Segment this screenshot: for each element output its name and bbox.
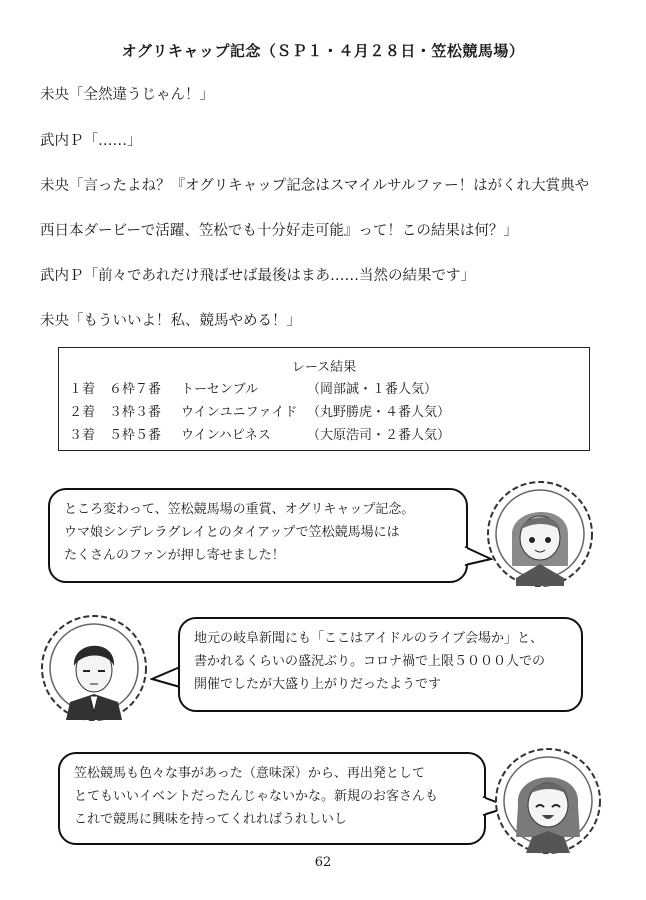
race-results-title: レース結果: [291, 360, 357, 375]
page-title: オグリキャップ記念（ＳＰ１・４月２８日・笠松競馬場）: [121, 42, 525, 60]
dialogue-line: 西日本ダービーで活躍、笠松でも十分好走可能』って！この結果は何？」: [40, 223, 518, 239]
speech-bubble: [58, 752, 486, 845]
result-post: ３枠３番: [109, 405, 162, 420]
dialogue-line: 武内Ｐ「……」: [40, 133, 142, 149]
producer-character-avatar: [38, 612, 150, 724]
result-post: ６枠７番: [109, 382, 162, 397]
bubble-line: たくさんのファンが押し寄せました！: [64, 548, 285, 563]
result-rank: ３着: [69, 428, 96, 443]
dialogue-line: 未央「言ったよね？『オグリキャップ記念はスマイルサルファー！はがくれ大賞典や: [40, 178, 590, 194]
bubble-line: ところ変わって、笠松競馬場の重賞、オグリキャップ記念。: [64, 502, 415, 517]
result-post: ５枠５番: [109, 428, 162, 443]
result-info: （岡部誠・１番人気）: [307, 382, 438, 397]
speech-bubble: [178, 617, 583, 712]
dialogue-line: 未央「全然違うじゃん！」: [40, 87, 214, 103]
speech-bubble: [48, 488, 468, 583]
smiling-girl-character-avatar: [492, 745, 604, 857]
result-rank: ２着: [69, 405, 96, 420]
result-info: （大原浩司・２番人気）: [307, 428, 451, 443]
page-number: 62: [314, 855, 332, 870]
bubble-line: 笠松競馬も色々な事があった（意味深）から、再出発として: [74, 766, 425, 781]
bubble-line: 地元の岐阜新聞にも「ここはアイドルのライブ会場か」と、: [194, 631, 544, 646]
girl-character-avatar: [484, 478, 596, 590]
dialogue-line: 未央「もういいよ！私、競馬やめる！」: [40, 313, 301, 329]
dialogue-line: 武内Ｐ「前々であれだけ飛ばせば最後はまあ……当然の結果です」: [40, 268, 475, 284]
result-horse: ウインユニファイド: [181, 405, 298, 420]
result-horse: ウインハピネス: [181, 428, 271, 443]
bubble-line: 開催でしたが大盛り上がりだったようです: [194, 677, 442, 692]
result-horse: トーセンブル: [181, 382, 259, 397]
bubble-line: ウマ娘シンデレラグレイとのタイアップで笠松競馬場には: [64, 525, 400, 540]
bubble-line: 書かれるくらいの盛況ぶり。コロナ禍で上限５０００人での: [194, 654, 546, 669]
race-results-box: [58, 347, 590, 451]
bubble-line: これで競馬に興味を持ってくれればうれしいし: [74, 812, 348, 827]
bubble-line: とてもいいイベントだったんじゃないかな。新規のお客さんも: [74, 789, 439, 804]
result-info: （丸野勝虎・４番人気）: [307, 405, 451, 420]
result-rank: １着: [69, 382, 96, 397]
